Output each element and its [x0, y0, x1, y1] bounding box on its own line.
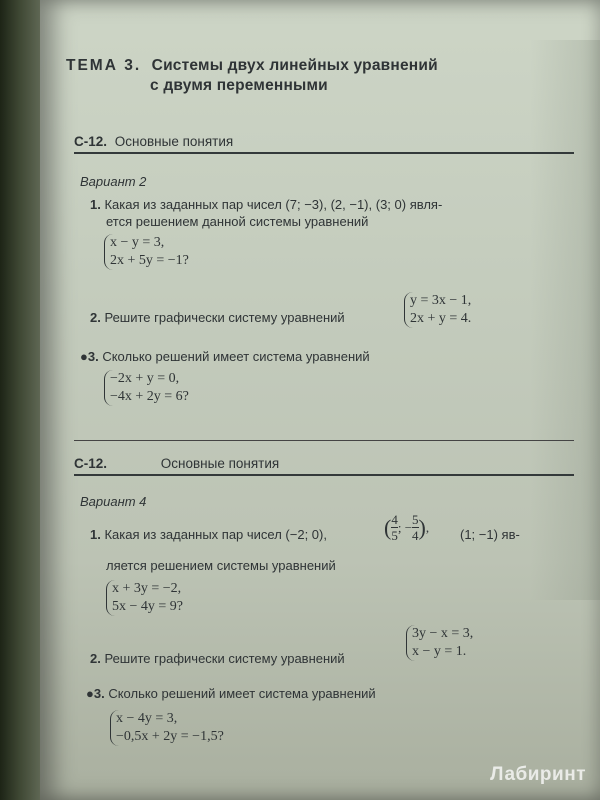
next-page-edge [530, 40, 600, 600]
section-code: С-12. [74, 134, 108, 149]
task-text: Сколько решений имеет система уравнений [108, 686, 376, 701]
task-3 [86, 685, 376, 702]
task-number: 2. [90, 651, 101, 666]
topic-heading [66, 56, 438, 96]
task-number: 1. [90, 197, 101, 212]
equation-system [104, 234, 189, 270]
equation-system [406, 625, 473, 661]
equation: 3y − x = 3, [412, 626, 474, 641]
fraction-denominator: 4 [412, 528, 419, 543]
task-text-line2: ляется решением системы уравнений [106, 558, 336, 573]
topic-tag: ТЕМА 3. [66, 57, 142, 74]
task-number: 2. [90, 310, 101, 325]
task-number: ●3. [86, 686, 105, 701]
task-text-suffix: (1; −1) яв- [460, 527, 520, 542]
task-1 [90, 526, 327, 543]
equation: x + 3y = −2, [112, 581, 182, 596]
equation-system [110, 710, 224, 746]
equation: y = 3x − 1, [410, 293, 472, 308]
task-number: 1. [90, 527, 101, 542]
task-number: ●3. [80, 349, 99, 364]
equation: −0,5x + 2y = −1,5? [116, 729, 224, 744]
equation: −2x + y = 0, [110, 371, 180, 386]
equation: 2x + y = 4. [410, 311, 472, 326]
topic-title-line2: с двумя переменными [150, 77, 328, 94]
section-header-2 [74, 456, 574, 476]
fraction-pair: ( $\frac{4}{5}$ ; − $\frac{5}{4}$ ), [384, 512, 430, 543]
section-code: С-12. [74, 456, 108, 471]
section-title: Основные понятия [160, 456, 280, 471]
equation: −4x + 2y = 6? [110, 389, 189, 404]
topic-title-line1: Системы двух линейных уравнений [151, 57, 438, 74]
labirint-watermark-logo: Лабиринт [490, 764, 586, 785]
divider-line [74, 440, 574, 441]
variant-label: Вариант 4 [80, 494, 147, 509]
task-text: Решите графически систему уравнений [104, 651, 345, 666]
section-title: Основные понятия [114, 134, 234, 149]
equation: 2x + 5y = −1? [110, 253, 189, 268]
equation: 5x − 4y = 9? [112, 599, 184, 614]
equation-system [404, 292, 471, 328]
equation: x − y = 1. [412, 644, 467, 659]
section-header-1 [74, 134, 574, 154]
task-text-line1: Какая из заданных пар чисел (7; −3), (2, −1), (3; 0) явля- [104, 197, 443, 212]
task-3 [80, 348, 370, 365]
task-text-line2: ется решением данной системы уравнений [106, 214, 369, 229]
variant-label: Вариант 2 [80, 174, 147, 189]
equation: x − 4y = 3, [116, 711, 178, 726]
fraction-numerator: 4 [391, 512, 398, 527]
equation: x − y = 3, [110, 235, 165, 250]
fraction-denominator: 5 [391, 528, 398, 543]
task-2 [90, 650, 345, 667]
task-text-prefix: Какая из заданных пар чисел (−2; 0), [104, 527, 327, 542]
book-page [40, 0, 600, 800]
task-text: Решите графически систему уравнений [104, 310, 345, 325]
equation-system [104, 370, 189, 406]
task-1 [90, 196, 442, 230]
fraction-numerator: 5 [412, 512, 419, 527]
task-text: Сколько решений имеет система уравнений [102, 349, 370, 364]
task-2 [90, 309, 345, 326]
equation-system [106, 580, 183, 616]
